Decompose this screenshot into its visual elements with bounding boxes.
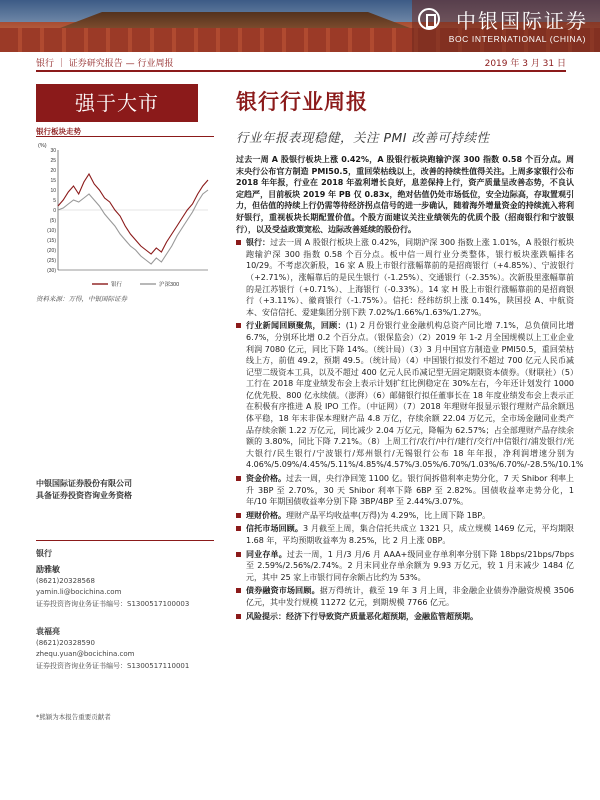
y-unit-label: (%) bbox=[38, 143, 47, 149]
chart-source: 资料来源：万得，中银国际证券 bbox=[36, 295, 127, 303]
y-tick-label: (5) bbox=[49, 218, 56, 224]
y-tick-label: 0 bbox=[53, 208, 56, 214]
y-tick-label: 30 bbox=[50, 148, 56, 154]
bullet-square-icon bbox=[236, 513, 241, 518]
y-tick-label: (20) bbox=[47, 248, 56, 254]
analyst-email[interactable]: yamin.li@bocichina.com bbox=[36, 588, 122, 596]
firm-info bbox=[36, 478, 132, 502]
y-tick-label: 20 bbox=[50, 168, 56, 174]
bullet-text: 理财产品平均收益率(万得)为 4.29%，比上周下降 1BP。 bbox=[286, 510, 491, 520]
bullet-square-icon bbox=[236, 552, 241, 557]
y-tick-label: (15) bbox=[47, 238, 56, 244]
bullet-square-icon bbox=[236, 588, 241, 593]
chart-divider bbox=[36, 136, 214, 137]
bullet-item bbox=[236, 473, 574, 508]
bullet-text: 过去一周，1 月/3 月/6 月 AAA+级同业存单利率分别下降 18bps/21bps/7bps 至 2.59%/2.56%/2.74%。2 月末同业存单余额为 9.93 万亿元，较 1 月末减少 1484 亿元，其中 25 家上市银行同存余额占比约为 53%。 bbox=[246, 549, 574, 582]
main-content bbox=[236, 154, 584, 622]
bullet-square-icon bbox=[236, 614, 241, 619]
summary-paragraph: 过去一周 A 股银行板块上涨 0.42%，A 股银行板块跑输沪深 300 指数 0.58 个百分点。周末央行公布官方制造 PMI50.5，重回荣枯线以上，改善的持续性值得关注。上周多家银行公布 2018 年年报，行业在 2018 年盈利增长良好，息差保持上行，资产质量呈改善态势，不良认定趋严，目前板块 2019 年 PB 仅 0.83x，绝对估值仍处市场低位，安全边际高，存取置观引力，但估值的持续上行仍需等待经济拐点信号的进一步确认，随着海外增量资金的持续流入将利好银行，重视板块长期配置价值。个股方面建议关注业绩领先的优质个股（招商银行和宁波银行），以及受益政策宽松、边际改善延续的股份行。 bbox=[236, 155, 574, 234]
bullet-lead: 债券融资市场回顾。 bbox=[246, 586, 320, 596]
brand-logo bbox=[412, 0, 600, 52]
series-line-hs300 bbox=[58, 190, 208, 264]
y-tick-label: (25) bbox=[47, 258, 56, 264]
contributor-note: *熊颖为本报告重要贡献者 bbox=[36, 713, 111, 721]
bullet-text: 据万得统计，截至 19 年 3 月上周，非金融企业债券净融资规模 3506 亿元，其中发行规模 11272 亿元，到期规模 7766 亿元。 bbox=[246, 586, 575, 607]
firm-qualification: 具备证券投资咨询业务资格 bbox=[36, 491, 132, 500]
bullet-item bbox=[236, 611, 574, 623]
analyst-license: 证券投资咨询业务证书编号：S1300517110001 bbox=[36, 661, 190, 670]
breadcrumb: 银行 ｜ 证券研究报告 — 行业周报 bbox=[36, 59, 174, 69]
bullet-list bbox=[236, 237, 584, 622]
bullet-lead: 资金价格。 bbox=[246, 474, 287, 484]
analyst-phone: (8621)20328590 bbox=[36, 638, 95, 647]
bullet-lead: 银行： bbox=[246, 238, 271, 248]
chart-svg bbox=[36, 140, 214, 290]
series-line-bank bbox=[58, 174, 208, 254]
y-tick-label: (10) bbox=[47, 228, 56, 234]
bullet-text: (1) 2 月份银行业金融机构总资产同比增 7.1%，总负债同比增 6.7%，分别环比增 0.2 个百分点。（银保监会）（2）2019 年 1-2 月全国规模以上工业企业利润 7080 亿元，同比下降 14%。（统计局）（3）3 月中国官方制造业 PMI50.5，重回荣枯线上方，前值 49.2，预期 49.5。（统计局）（4）中国银行拟发行不超过 700 亿元人民币减记型二级资本工具，以及不超过 400 亿元人民币减记型无固定期限资本债券。（财联社）（5）工行在 2018 年度业绩发布会上表示计划扩红比例稳定在 30%左右，今年还计划发行 1000 亿优先股、800 亿永续债。（澎湃）（6）邮储银行拟任董事长在 18 年度业绩发布会上表示正在积极有序推进 A 股 IPO 工作。（中证网）（7）2018 年理财年报显示银行理财产品余额迅体平稳，18 年末非保本理财产品 4.8 万亿，存续余额 22.04 万亿元，全市场金融同业类产品存续余额 1.22 万亿元，同比减少 2.04 万亿元，降幅为 62.57%；占全部理财产品存续余额的 3.80%，同比下降 7.21%。（8）上周工行/农行/中行/建行/交行/中信银行/浦发银行/光大银行/民生银行/宁波银行/郑州银行/无锡银行公布 18 年年报，净利润增速分别为 4.06%/5.09%/4.45%/5.11%/4.85%/4.57%/3.05%/6.70%/1.03%/6.70%/-28.5%/10.1% bbox=[246, 321, 584, 470]
bullet-text: 过去一周 A 股银行板块上涨 0.42%，同期沪深 300 指数上涨 1.01%，A 股银行板块跑输沪深 300 指数 0.58 个百分点。板中信一周行业分类整体，银行板块涨跌幅排名 10/29。不考虑次新股，16 家 A 股上市银行涨幅靠前的是招商银行（+4.85%）、宁波银行（+2.71%），涨幅靠后的是民生银行（-1.25%）、交通银行（-2.35%）。次新股里涨幅靠前的是江苏银行（+0.71%）、上海银行（-0.33%）。14 家 H 股上市银行涨幅靠前的是招商银行（+3.11%）、徽商银行（-1.75%）。信托：经纬纺织上涨 0.14%，陕国投 A、中航资本、安信信托、爱建集团分别下跌 7.02%/1.66%/1.63%/1.27%。 bbox=[246, 238, 574, 317]
chart-title: 银行板块走势 bbox=[36, 127, 81, 136]
bullet-item bbox=[236, 549, 574, 584]
analyst-phone: (8621)20328568 bbox=[36, 576, 95, 585]
page-subtitle: 行业年报表现稳健，关注 PMI 改善可持续性 bbox=[236, 130, 490, 145]
bullet-square-icon bbox=[236, 526, 241, 531]
y-tick-label: (30) bbox=[47, 268, 56, 274]
bullet-lead: 同业存单。 bbox=[246, 549, 287, 559]
rating-badge: 强于大市 bbox=[36, 84, 198, 122]
header-divider bbox=[36, 70, 566, 72]
page-title: 银行行业周报 bbox=[236, 89, 368, 114]
bullet-item bbox=[236, 523, 574, 546]
bullet-item bbox=[236, 237, 574, 318]
bullet-item bbox=[236, 585, 574, 608]
subheader bbox=[36, 56, 566, 70]
brand-name-cn: 中银国际证券 bbox=[456, 9, 588, 33]
analyst-divider bbox=[36, 540, 214, 541]
analyst-name: 励雅敏 bbox=[36, 565, 60, 574]
bullet-lead: 理财价格。 bbox=[246, 510, 286, 520]
boc-logo-icon bbox=[418, 8, 440, 30]
analyst-card bbox=[36, 564, 216, 610]
bullet-square-icon bbox=[236, 323, 241, 328]
analyst-card bbox=[36, 626, 216, 672]
analyst-name: 袁福亮 bbox=[36, 627, 60, 636]
bullet-square-icon bbox=[236, 476, 241, 481]
header-banner bbox=[0, 0, 600, 52]
bullet-text: 经济下行导致资产质量恶化超预期，金融监管超预期。 bbox=[286, 611, 478, 621]
y-tick-label: 25 bbox=[50, 158, 56, 164]
y-tick-label: 5 bbox=[53, 198, 56, 204]
legend-label-hs300: 沪深300 bbox=[159, 282, 180, 288]
legend-label-bank: 银行 bbox=[111, 282, 123, 288]
bullet-lead: 风险提示： bbox=[246, 611, 286, 621]
bullet-square-icon bbox=[236, 240, 241, 245]
bullet-text: 过去一周，央行净回笼 1100 亿。银行间拆借利率走势分化，7 天 Shibor 利率上升 3BP 至 2.70%，30 天 Shibor 利率下降 6BP 至 2.82%。国债收益率走势分化，1 年/10 年期国债收益率分别下降 3BP/4BP 至 2.44%/3.07%。 bbox=[246, 474, 575, 507]
y-tick-label: 10 bbox=[50, 188, 56, 194]
bullet-lead: 信托市场回顾。 bbox=[246, 524, 304, 534]
brand-name-en: BOC INTERNATIONAL (CHINA) bbox=[448, 34, 586, 44]
report-date: 2019 年 3 月 31 日 bbox=[484, 59, 566, 69]
analyst-email[interactable]: zhequ.yuan@bocichina.com bbox=[36, 650, 135, 658]
sector-label: 银行 bbox=[36, 549, 52, 558]
bullet-item bbox=[236, 510, 574, 522]
y-tick-label: 15 bbox=[50, 178, 56, 184]
bullet-lead: 行业新闻回顾聚焦，回顾： bbox=[246, 321, 346, 331]
bullet-item bbox=[236, 320, 584, 471]
bullet-text: 3 月截至上周，集合信托共成立 1321 只，成立规模 1469 亿元，平均期限 1.68 年，平均预期收益率为 8.25%，比 2 月上涨 0BP。 bbox=[246, 524, 575, 545]
analyst-license: 证券投资咨询业务证书编号：S1300517100003 bbox=[36, 599, 190, 608]
sector-trend-chart bbox=[36, 140, 214, 290]
firm-name: 中银国际证券股份有限公司 bbox=[36, 479, 132, 488]
